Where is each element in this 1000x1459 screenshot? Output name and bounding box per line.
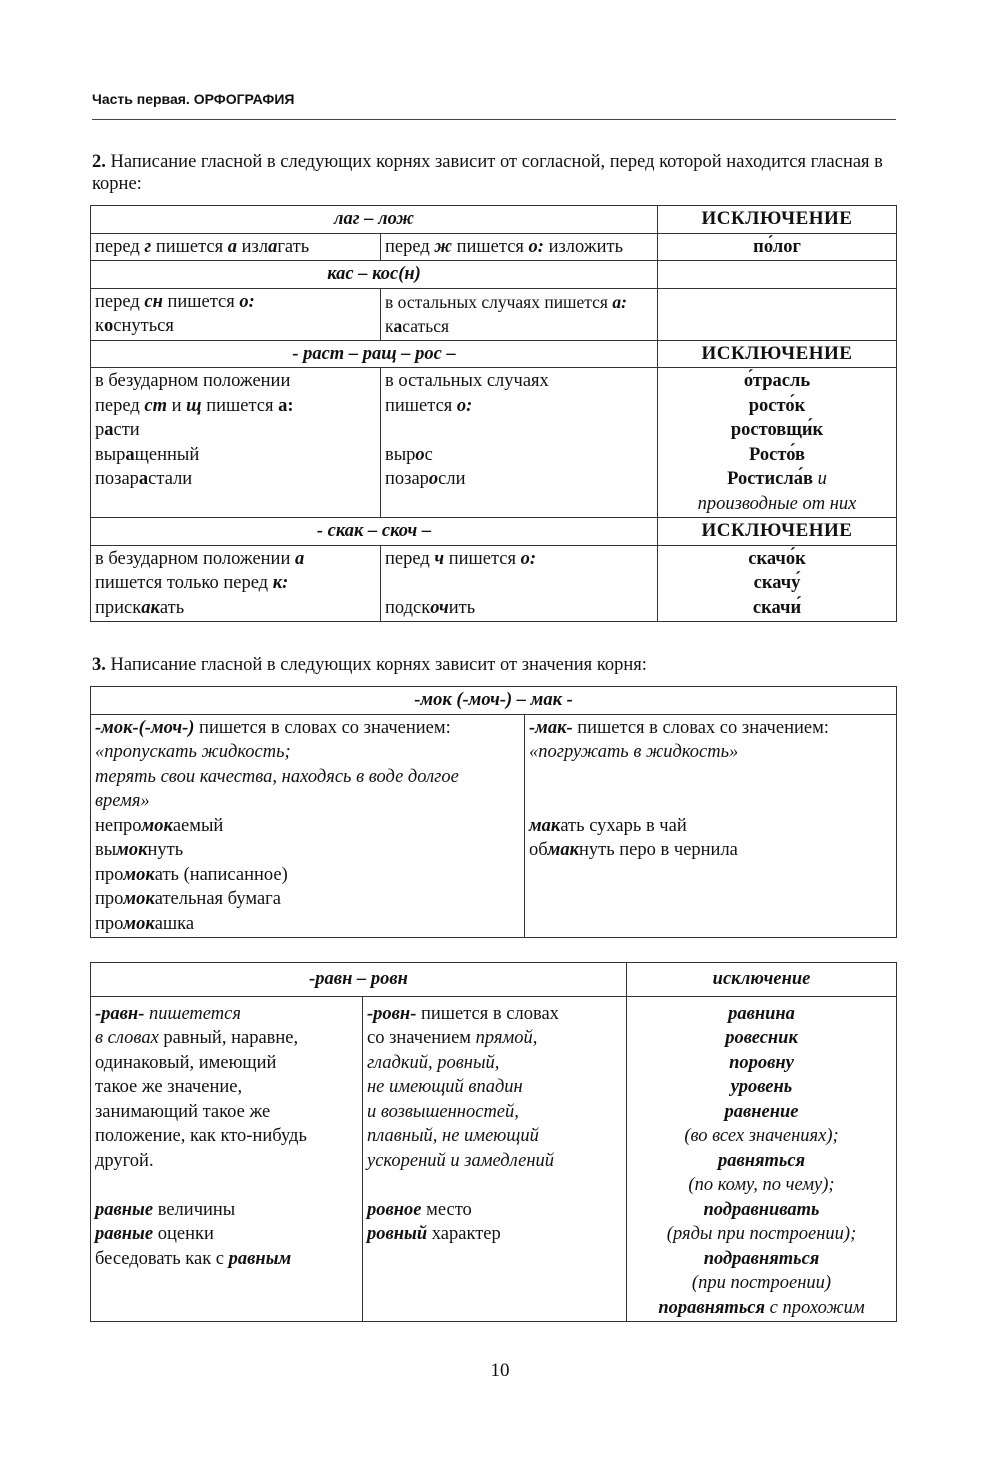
root-header: лаг – лож [91,206,658,234]
root-header: - раст – ращ – рос – [91,340,658,368]
rule-cell: перед ж пишется о: изложить [381,233,658,261]
rule-cell: перед сн пишется о: коснуться [91,288,381,340]
table-row [91,963,897,997]
rule-cell: перед ч пишется о: подскочить [381,545,658,622]
rule-cell: -мок-(-моч-) пишется в словах со значением: «пропускать жидкость; терять свои качества, находясь в воде долгое время» непромокаемый вымокнуть промокать (написанное) промокательная бумага промокашка [91,714,525,938]
header-rule [92,119,896,120]
table-lag-rast-skak [90,205,897,622]
root-header: - скак – скоч – [91,518,658,546]
section-number: 3. [92,655,106,675]
rule-cell: в безударном положении перед ст и щ пишется а: расти выращенный позарастали [91,368,381,518]
exception-cell: равнина ровесник поровну уровень равнение (во всех значениях); равняться (по кому, по чему); подравнивать (ряды при построении); подравняться (при построении) поравняться с прохожим [627,996,897,1322]
section-2-intro [92,151,896,195]
exception-header: исключение [627,963,897,997]
rule-cell: в безударном положении а пишется только перед к: прискакать [91,545,381,622]
table-row [91,996,897,1322]
exception-cell: скачо́к скачу́ скачи́ [658,545,897,622]
table-row [91,261,897,289]
rule-cell: -мак- пишется в словах со значением: «погружать в жидкость» макать сухарь в чай обмакнуть перо в чернила [525,714,897,938]
section-3-intro [92,654,896,676]
table-row [91,340,897,368]
empty-cell [658,261,897,289]
root-header: кас – кос(н) [91,261,658,289]
table-ravn-rovn [90,962,897,1322]
exception-header: ИСКЛЮЧЕНИЕ [658,518,897,546]
table-row [91,518,897,546]
rule-cell: в остальных случаях пишется а: касаться [381,288,658,340]
root-header: -мок (-моч-) – мак - [91,687,897,715]
rule-cell: -равн- пишетется в словах равный, наравне, одинаковый, имеющий такое же значение, занимающий такое же положение, как кто-нибудь другой. равные величины равные оценки беседовать как с равным [91,996,363,1322]
table-row [91,714,897,938]
empty-cell [658,288,897,340]
section-text: Написание гласной в следующих корнях зависит от значения корня: [110,655,647,675]
root-header: -равн – ровн [91,963,627,997]
table-row [91,545,897,622]
exception-header: ИСКЛЮЧЕНИЕ [658,206,897,234]
section-text: Написание гласной в следующих корнях зависит от согласной, перед которой находится гласная в корне: [92,152,883,194]
table-row [91,687,897,715]
exception-cell: о́трасль росто́к ростовщи́к Росто́в Ростисла́в и производные от них [658,368,897,518]
table-row [91,288,897,340]
rule-cell: в остальных случаях пишется о: вырос позаросли [381,368,658,518]
rule-cell: -ровн- пишется в словах со значением прямой, гладкий, ровный, не имеющий впадин и возвышенностей, плавный, не имеющий ускорений и замедлений ровное место ровный характер [363,996,627,1322]
table-row [91,368,897,518]
exception-header: ИСКЛЮЧЕНИЕ [658,340,897,368]
table-row [91,206,897,234]
page-number: 10 [490,1360,510,1381]
running-header: Часть первая. ОРФОГРАФИЯ [92,91,295,107]
exception-cell: по́лог [658,233,897,261]
section-number: 2. [92,152,106,172]
table-mok-mak [90,686,897,938]
table-row [91,233,897,261]
rule-cell: перед г пишется а излагать [91,233,381,261]
